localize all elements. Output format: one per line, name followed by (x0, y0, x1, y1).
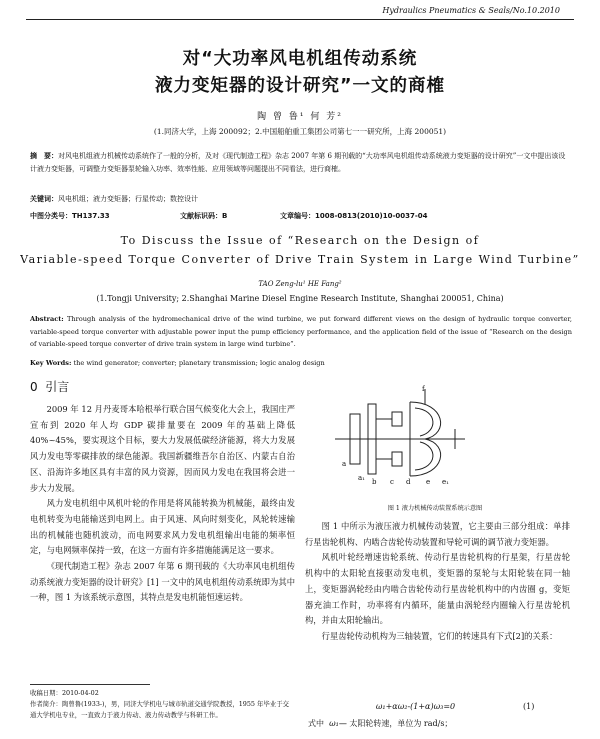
abstract-en-label: Abstract: (30, 315, 64, 323)
keywords-en (30, 357, 572, 370)
left-paragraph-1: 2009 年 12 月丹麦哥本哈根举行联合国气候变化大会上，我国庄严宣布到 2020 年人均 GDP 碳排量要在 2009 年的基础上降低 40%~45%，要实现这个目标，要大力发展低碳经济能源，将大力发展风力发电等零碳排放的绿色能源。我国新疆维吾尔自治区、内蒙古自治区、沿海许多地区具有丰富的风力资源，因而风力发电在我国将会进一步大力发展。 (30, 404, 295, 493)
section-title: 引言 (45, 380, 70, 394)
author-bio: 作者简介：陶曾鲁(1933-)，男，同济大学机电与城市轨道交通学院教授，1955 年毕业于交通大学机电专业，一直致力于液力传动、液力传动教学与科研工作。 (30, 700, 289, 719)
keywords-cn-label: 关键词： (30, 194, 58, 203)
label-c: c (390, 478, 394, 486)
right-paragraph-1: 图 1 中所示为液压液力机械传动装置，它主要由三部分组成：单排行星齿轮机构、内啮合齿轮传动装置和导轮可调的调节液力变矩器。 (305, 521, 570, 547)
abstract-en (30, 313, 572, 351)
section-number: 0 (30, 380, 38, 394)
section-heading (30, 378, 69, 395)
where-label: 式中 (308, 719, 324, 728)
where-clause (308, 718, 578, 729)
figure-caption: 图 1 液力机械传动装置系统示意图 (387, 505, 483, 512)
footnote-rule (30, 684, 150, 685)
label-b: b (372, 478, 377, 486)
doc-code: 文献标识码：B (180, 212, 228, 220)
right-paragraph-2: 风机叶轮经增速齿轮系统、传动行星齿轮机构的行星架，行星齿轮机构中的太阳轮直接驱动发电机，变矩器的泵轮与太阳轮装在同一轴上，变矩器涡轮经由内啮合齿轮传动行星齿轮机构中的内齿圈 g，变矩器充油工作时，功率将有内循环，能量由涡轮经内圈输入行星齿轮机构，并由太阳轮输出。 (305, 552, 570, 626)
left-column (30, 402, 295, 606)
abstract-en-text: Through analysis of the hydromechanical drive of the wind turbine, we put forward different views on the design of hydraulic torque converter, variable-speed torque converter with adjustable power input the pump efficiency performance, and the application field of the issue of “Research on the design of variable-speed torque converter of drive train system in large wind turbine”. (30, 315, 572, 348)
title-en-line-1: To Discuss the Issue of “Research on the Design of (120, 234, 480, 247)
authors-en: TAO Zeng-lu¹ HE Fang² (258, 280, 342, 288)
clc-number: 中图分类号：TH137.33 (30, 212, 110, 220)
equation-number: (1) (523, 702, 535, 711)
label-a1: a₁ (358, 474, 365, 482)
title-line-2: 液力变矩器的设计研究”一文的商榷 (154, 76, 445, 96)
label-e: e (426, 478, 431, 486)
label-a: a (342, 460, 347, 468)
abstract-cn (30, 149, 572, 176)
keywords-en-label: Key Words: (30, 359, 72, 367)
affiliation-cn: (1.同济大学，上海 200092；2.中国船舶重工集团公司第七一一研究所，上海 200051) (153, 127, 447, 136)
equation-1 (308, 702, 578, 711)
right-column (305, 519, 570, 645)
received-date: 收稿日期：2010-04-02 (30, 689, 99, 697)
planet-gear-bottom (392, 452, 402, 466)
header-rule (26, 19, 574, 20)
abstract-cn-label: 摘 要： (30, 151, 58, 160)
left-paragraph-2: 风力发电机组中风机叶轮的作用是将风能转换为机械能，最终由发电机转变为电能输送到电网上。由于风速、风向时刻变化，风轮转速输出的机械能也随机波动，而电网要求风力发电机组输出电能的频率恒定，与电网频率保持一致，在这一方面有许多措施能满足这一要求。 (30, 498, 295, 556)
where-text: 太阳轮转速，单位为 rad/s； (349, 719, 453, 728)
keywords-cn-text: 风电机组；液力变矩器；行星传动；数控设计 (58, 195, 198, 203)
figure-1-diagram (330, 384, 470, 490)
title-en-line-2: Variable-speed Torque Converter of Drive Train System in Large Wind Turbine” (20, 253, 580, 266)
right-paragraph-3: 行星齿轮传动机构为三轴装置，它们的转速具有下式[2]的关系： (321, 630, 558, 641)
label-f: f (422, 385, 425, 393)
label-e1: e₁ (442, 478, 449, 486)
keywords-cn (30, 192, 572, 206)
planet-gear-top (392, 412, 402, 426)
where-symbol: ω₁— (329, 719, 347, 728)
article-number: 文章编号：1008-0813(2010)10-0037-04 (280, 212, 428, 220)
affiliation-en: (1.Tongji University; 2.Shanghai Marine Diesel Engine Research Institute, Shanghai 200051, China) (96, 294, 504, 303)
abstract-cn-text: 对风电机组液力机械传动系统作了一般的分析，及对《现代制造工程》杂志 2007 年第 6 期刊载的“大功率风电机组传动系统液力变矩器的设计研究”一文中提出该设计液力变矩器，可调整力变矩器泵轮输入功率、效率性能、应用领域等问题提出不同看法，进行商榷。 (30, 152, 566, 173)
article-meta (30, 211, 572, 221)
journal-header: Hydraulics Pneumatics & Seals/No.10.2010 (382, 6, 560, 15)
keywords-en-text: the wind generator; converter; planetary transmission; logic analog design (71, 359, 325, 367)
authors-cn: 陶 曾 鲁¹ 何 芳² (257, 112, 343, 122)
equation-text: ω₁+αω₂-(1+α)ω₃=0 (375, 702, 456, 711)
left-paragraph-3: 《现代制造工程》杂志 2007 年第 6 期刊载的《大功率风电机组传动系统液力变矩器的设计研究》[1] 一文中的风电机组传动系统即为其中一种，图 1 为该系统示意图，其特点是发电机能恒速运转。 (30, 561, 295, 603)
footnote (30, 688, 295, 721)
label-d: d (406, 478, 411, 486)
title-line-1: 对“大功率风电机组传动系统 (182, 49, 418, 69)
